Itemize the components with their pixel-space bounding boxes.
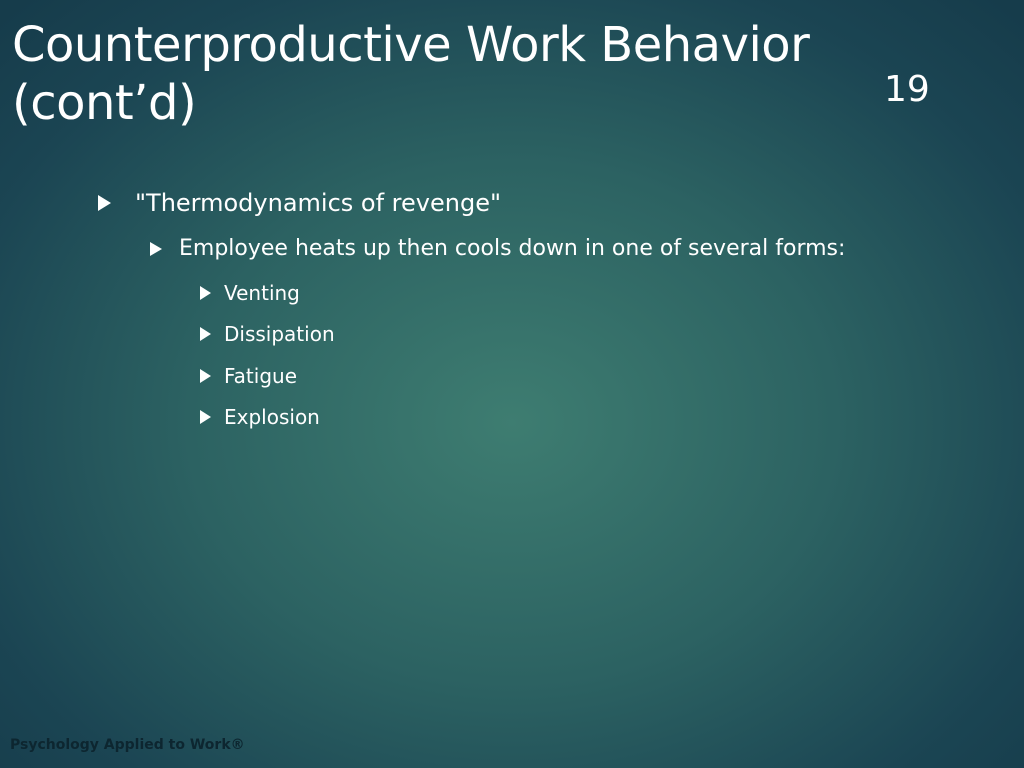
slide-title-line-2: (cont’d) <box>12 75 197 131</box>
bullet-dissipation <box>200 321 335 347</box>
bullet-text: Venting <box>224 281 300 305</box>
slide-number: 19 <box>884 69 930 110</box>
bullet-text: Fatigue <box>224 364 297 388</box>
bullet-text: Dissipation <box>224 322 335 346</box>
bullet-thermodynamics <box>98 188 501 218</box>
triangle-right-icon <box>200 410 211 424</box>
bullet-explosion <box>200 404 320 430</box>
triangle-right-icon <box>98 195 111 211</box>
triangle-right-icon <box>150 242 162 256</box>
slide-title <box>12 16 912 132</box>
bullet-fatigue <box>200 363 297 389</box>
bullet-text: Employee heats up then cools down in one of several forms: <box>179 236 846 261</box>
triangle-right-icon <box>200 369 211 383</box>
footer-text: Psychology Applied to Work® <box>10 737 245 753</box>
bullet-text: "Thermodynamics of revenge" <box>135 189 501 217</box>
triangle-right-icon <box>200 327 211 341</box>
triangle-right-icon <box>200 286 211 300</box>
bullet-employee-heats-up <box>150 235 845 263</box>
bullet-text: Explosion <box>224 405 320 429</box>
bullet-venting <box>200 280 300 306</box>
slide-title-line-1: Counterproductive Work Behavior <box>12 17 810 73</box>
